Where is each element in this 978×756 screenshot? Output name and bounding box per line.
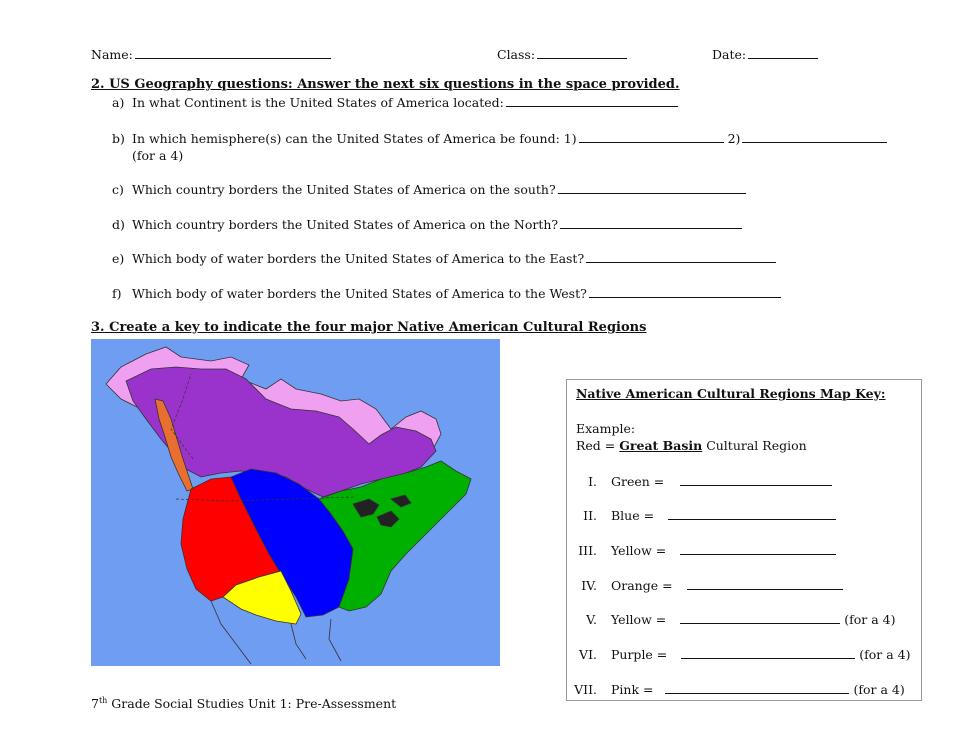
- key-example-region: Great Basin: [619, 438, 703, 453]
- key-item-6: [557, 647, 911, 662]
- key-numeral: VI.: [579, 647, 597, 662]
- key-numeral: III.: [578, 543, 597, 558]
- key-note: (for a 4): [859, 647, 911, 662]
- key-answer-blank[interactable]: [680, 612, 840, 624]
- key-numeral: II.: [583, 508, 597, 523]
- question-b: [112, 131, 887, 146]
- date-blank[interactable]: [748, 47, 818, 59]
- key-numeral: I.: [588, 474, 597, 489]
- class-blank[interactable]: [537, 47, 627, 59]
- question-c: [112, 182, 746, 197]
- footer: [91, 696, 396, 711]
- question-f: [112, 286, 781, 301]
- question-letter: f): [112, 286, 122, 301]
- question-letter: d): [112, 217, 125, 232]
- key-numeral: VII.: [574, 682, 597, 697]
- key-example-suffix: Cultural Region: [702, 438, 807, 453]
- map-key-box: [566, 379, 922, 701]
- answer-blank-f[interactable]: [589, 286, 781, 298]
- answer-blank-b1[interactable]: [579, 131, 724, 143]
- key-label: Purple =: [611, 647, 668, 662]
- date-label: Date:: [712, 47, 747, 62]
- key-example-label: Example:: [576, 421, 636, 436]
- key-label: Orange =: [611, 578, 673, 593]
- key-item-5: [557, 612, 895, 627]
- question-text: In what Continent is the United States of America located:: [132, 95, 504, 110]
- key-example-prefix: Red =: [576, 438, 620, 453]
- key-item-4: [557, 578, 843, 593]
- key-note: (for a 4): [844, 612, 896, 627]
- answer-blank-b2[interactable]: [742, 131, 887, 143]
- footer-grade: 7: [91, 696, 99, 712]
- question-d: [112, 217, 742, 232]
- question-letter: e): [112, 251, 125, 266]
- question-text: Which country borders the United States of America on the North?: [132, 217, 559, 232]
- class-label: Class:: [497, 47, 536, 62]
- key-answer-blank[interactable]: [665, 682, 849, 694]
- key-answer-blank[interactable]: [681, 647, 855, 659]
- key-numeral: IV.: [581, 578, 597, 593]
- key-answer-blank[interactable]: [687, 578, 843, 590]
- native-american-regions-map: [91, 339, 500, 666]
- key-answer-blank[interactable]: [668, 508, 836, 520]
- key-item-1: [557, 474, 832, 489]
- key-note: (for a 4): [853, 682, 905, 697]
- answer-blank-d[interactable]: [560, 217, 742, 229]
- key-item-3: [557, 543, 836, 558]
- key-item-2: [557, 508, 836, 523]
- key-label: Green =: [611, 474, 665, 489]
- question-letter: a): [112, 95, 125, 110]
- question-b-second-label: 2): [727, 131, 741, 146]
- name-field[interactable]: [91, 47, 331, 62]
- section2-heading: 2. US Geography questions: Answer the next six questions in the space provided.: [91, 77, 680, 92]
- key-label: Yellow =: [611, 612, 667, 627]
- class-field[interactable]: [497, 47, 627, 62]
- question-e: [112, 251, 776, 266]
- question-text: In which hemisphere(s) can the United States of America be found: 1): [132, 131, 577, 146]
- key-numeral: V.: [586, 612, 597, 627]
- section3-heading: 3. Create a key to indicate the four major Native American Cultural Regions: [91, 320, 647, 335]
- date-field[interactable]: [712, 47, 818, 62]
- question-letter: c): [112, 182, 124, 197]
- key-answer-blank[interactable]: [680, 543, 836, 555]
- key-label: Blue =: [611, 508, 655, 523]
- key-example: [576, 438, 807, 453]
- question-b-note: (for a 4): [132, 148, 184, 163]
- question-text: Which body of water borders the United States of America to the West?: [132, 286, 587, 301]
- answer-blank-c[interactable]: [558, 182, 746, 194]
- key-answer-blank[interactable]: [680, 474, 832, 486]
- key-title: Native American Cultural Regions Map Key:: [576, 386, 886, 401]
- footer-grade-sup: th: [98, 696, 108, 705]
- key-item-7: [557, 682, 905, 697]
- name-blank[interactable]: [135, 47, 331, 59]
- key-label: Yellow =: [611, 543, 667, 558]
- question-letter: b): [112, 131, 125, 146]
- key-label: Pink =: [611, 682, 654, 697]
- answer-blank-a[interactable]: [506, 95, 678, 107]
- question-text: Which country borders the United States of America on the south?: [132, 182, 556, 197]
- footer-text: Grade Social Studies Unit 1: Pre-Assessment: [107, 696, 397, 712]
- question-a: [112, 95, 678, 110]
- question-text: Which body of water borders the United States of America to the East?: [132, 251, 585, 266]
- answer-blank-e[interactable]: [586, 251, 776, 263]
- name-label: Name:: [91, 47, 133, 62]
